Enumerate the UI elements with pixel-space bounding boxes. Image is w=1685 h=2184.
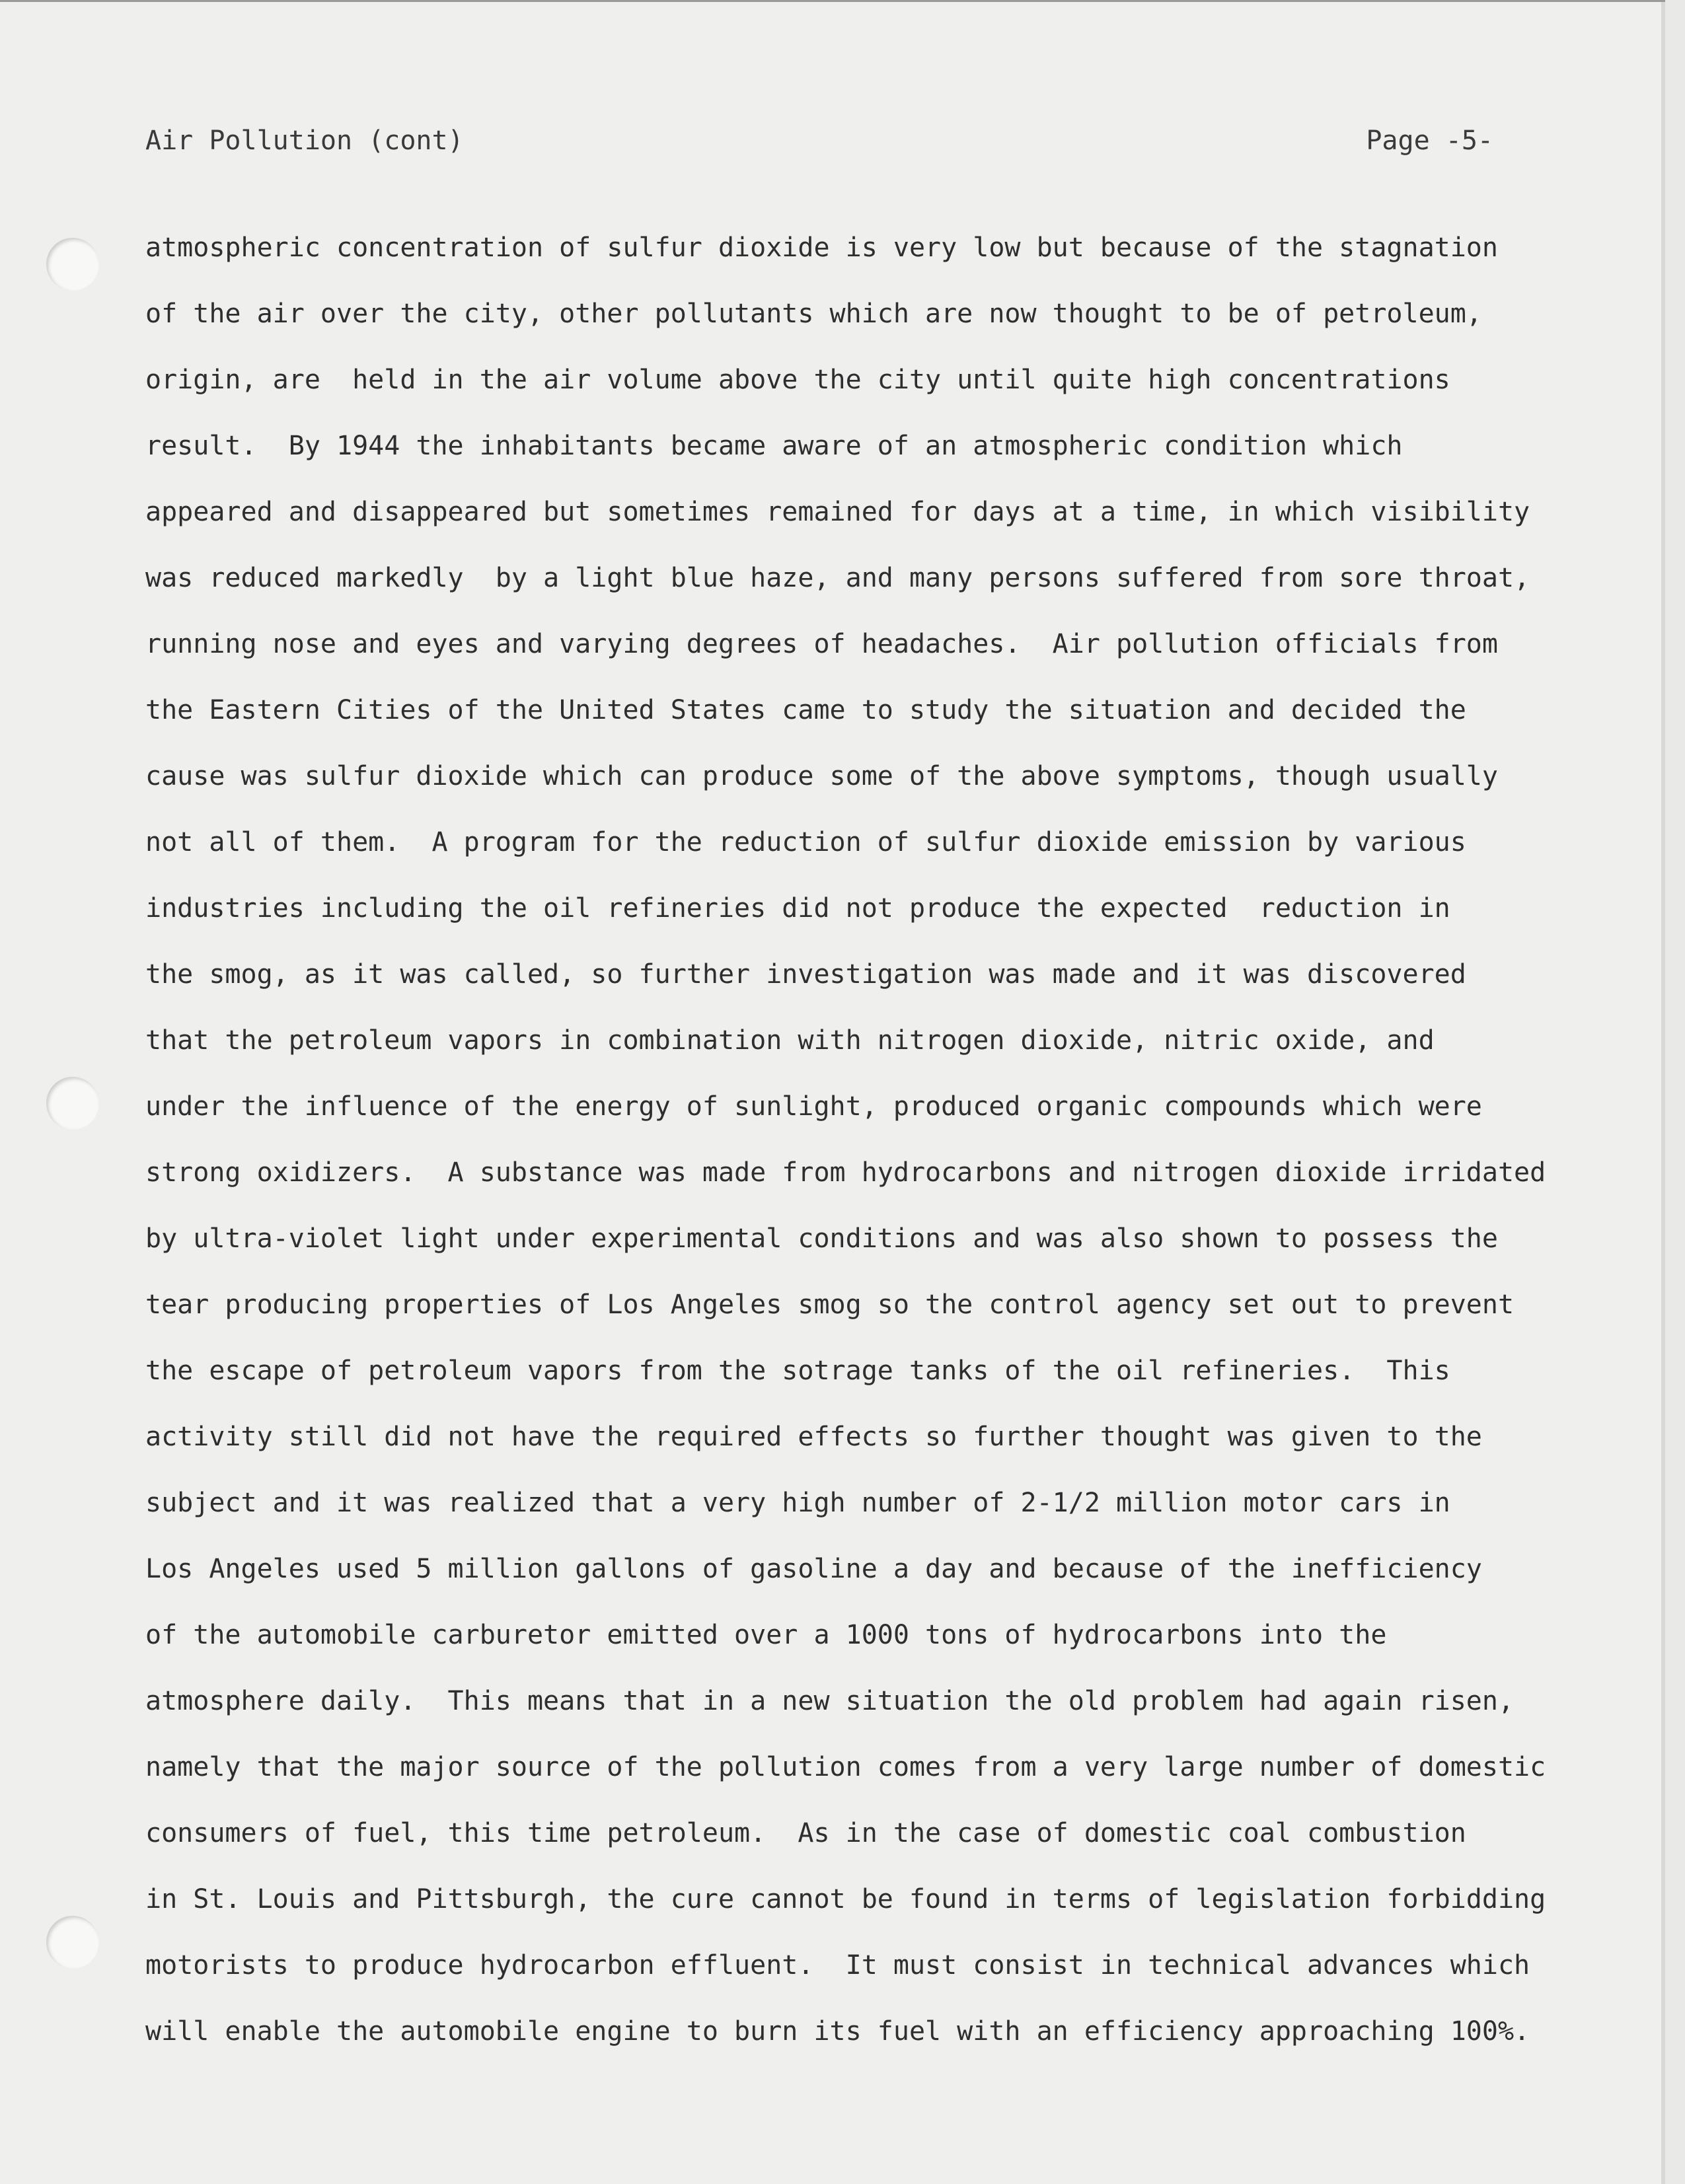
text-line: under the influence of the energy of sunlight, produced organic compounds which were <box>145 1091 1482 1122</box>
text-line: the Eastern Cities of the United States came to study the situation and decided the <box>145 695 1466 725</box>
text-line: by ultra-violet light under experimental conditions and was also shown to possess the <box>145 1223 1498 1254</box>
page-header <box>145 126 1493 165</box>
text-line: strong oxidizers. A substance was made from hydrocarbons and nitrogen dioxide irridated <box>145 1157 1546 1188</box>
text-line: namely that the major source of the pollution comes from a very large number of domestic <box>145 1752 1546 1782</box>
text-line: of the air over the city, other pollutants which are now thought to be of petroleum, <box>145 299 1482 329</box>
text-line: atmosphere daily. This means that in a new situation the old problem had again risen, <box>145 1686 1515 1716</box>
page-top-edge <box>0 0 1665 2</box>
text-line: appeared and disappeared but sometimes remained for days at a time, in which visibility <box>145 497 1530 527</box>
text-line: consumers of fuel, this time petroleum. As in the case of domestic coal combustion <box>145 1818 1466 1848</box>
punch-hole-bottom <box>46 1916 99 1969</box>
text-line: will enable the automobile engine to burn its fuel with an efficiency approaching 100%. <box>145 2016 1530 2047</box>
body-text <box>145 228 1599 2078</box>
header-title: Air Pollution (cont) <box>145 126 464 156</box>
text-line: in St. Louis and Pittsburgh, the cure cannot be found in terms of legislation forbidding <box>145 1884 1546 1914</box>
text-line: atmospheric concentration of sulfur dioxide is very low but because of the stagnation <box>145 233 1498 263</box>
text-line: not all of them. A program for the reduction of sulfur dioxide emission by various <box>145 827 1466 857</box>
text-line: activity still did not have the required effects so further thought was given to the <box>145 1422 1482 1452</box>
text-line: of the automobile carburetor emitted over a 1000 tons of hydrocarbons into the <box>145 1620 1387 1650</box>
text-line: result. By 1944 the inhabitants became aware of an atmospheric condition which <box>145 431 1403 461</box>
punch-hole-middle <box>46 1077 99 1130</box>
text-line: was reduced markedly by a light blue haze, and many persons suffered from sore throat, <box>145 563 1530 593</box>
text-line: Los Angeles used 5 million gallons of gasoline a day and because of the inefficiency <box>145 1554 1482 1584</box>
text-line: industries including the oil refineries did not produce the expected reduction in <box>145 893 1450 924</box>
page-number: Page -5- <box>1366 126 1493 156</box>
text-line: motorists to produce hydrocarbon effluent. It must consist in technical advances which <box>145 1950 1530 1981</box>
text-line: that the petroleum vapors in combination with nitrogen dioxide, nitric oxide, and <box>145 1025 1435 1056</box>
text-line: origin, are held in the air volume above the city until quite high concentrations <box>145 365 1450 395</box>
text-line: subject and it was realized that a very high number of 2-1/2 million motor cars in <box>145 1488 1450 1518</box>
text-line: tear producing properties of Los Angeles smog so the control agency set out to prevent <box>145 1290 1515 1320</box>
text-line: the escape of petroleum vapors from the sotrage tanks of the oil refineries. This <box>145 1356 1450 1386</box>
text-line: running nose and eyes and varying degrees of headaches. Air pollution officials from <box>145 629 1498 659</box>
text-line: cause was sulfur dioxide which can produce some of the above symptoms, though usually <box>145 761 1498 791</box>
text-line: the smog, as it was called, so further investigation was made and it was discovered <box>145 959 1466 990</box>
punch-hole-top <box>46 238 99 291</box>
